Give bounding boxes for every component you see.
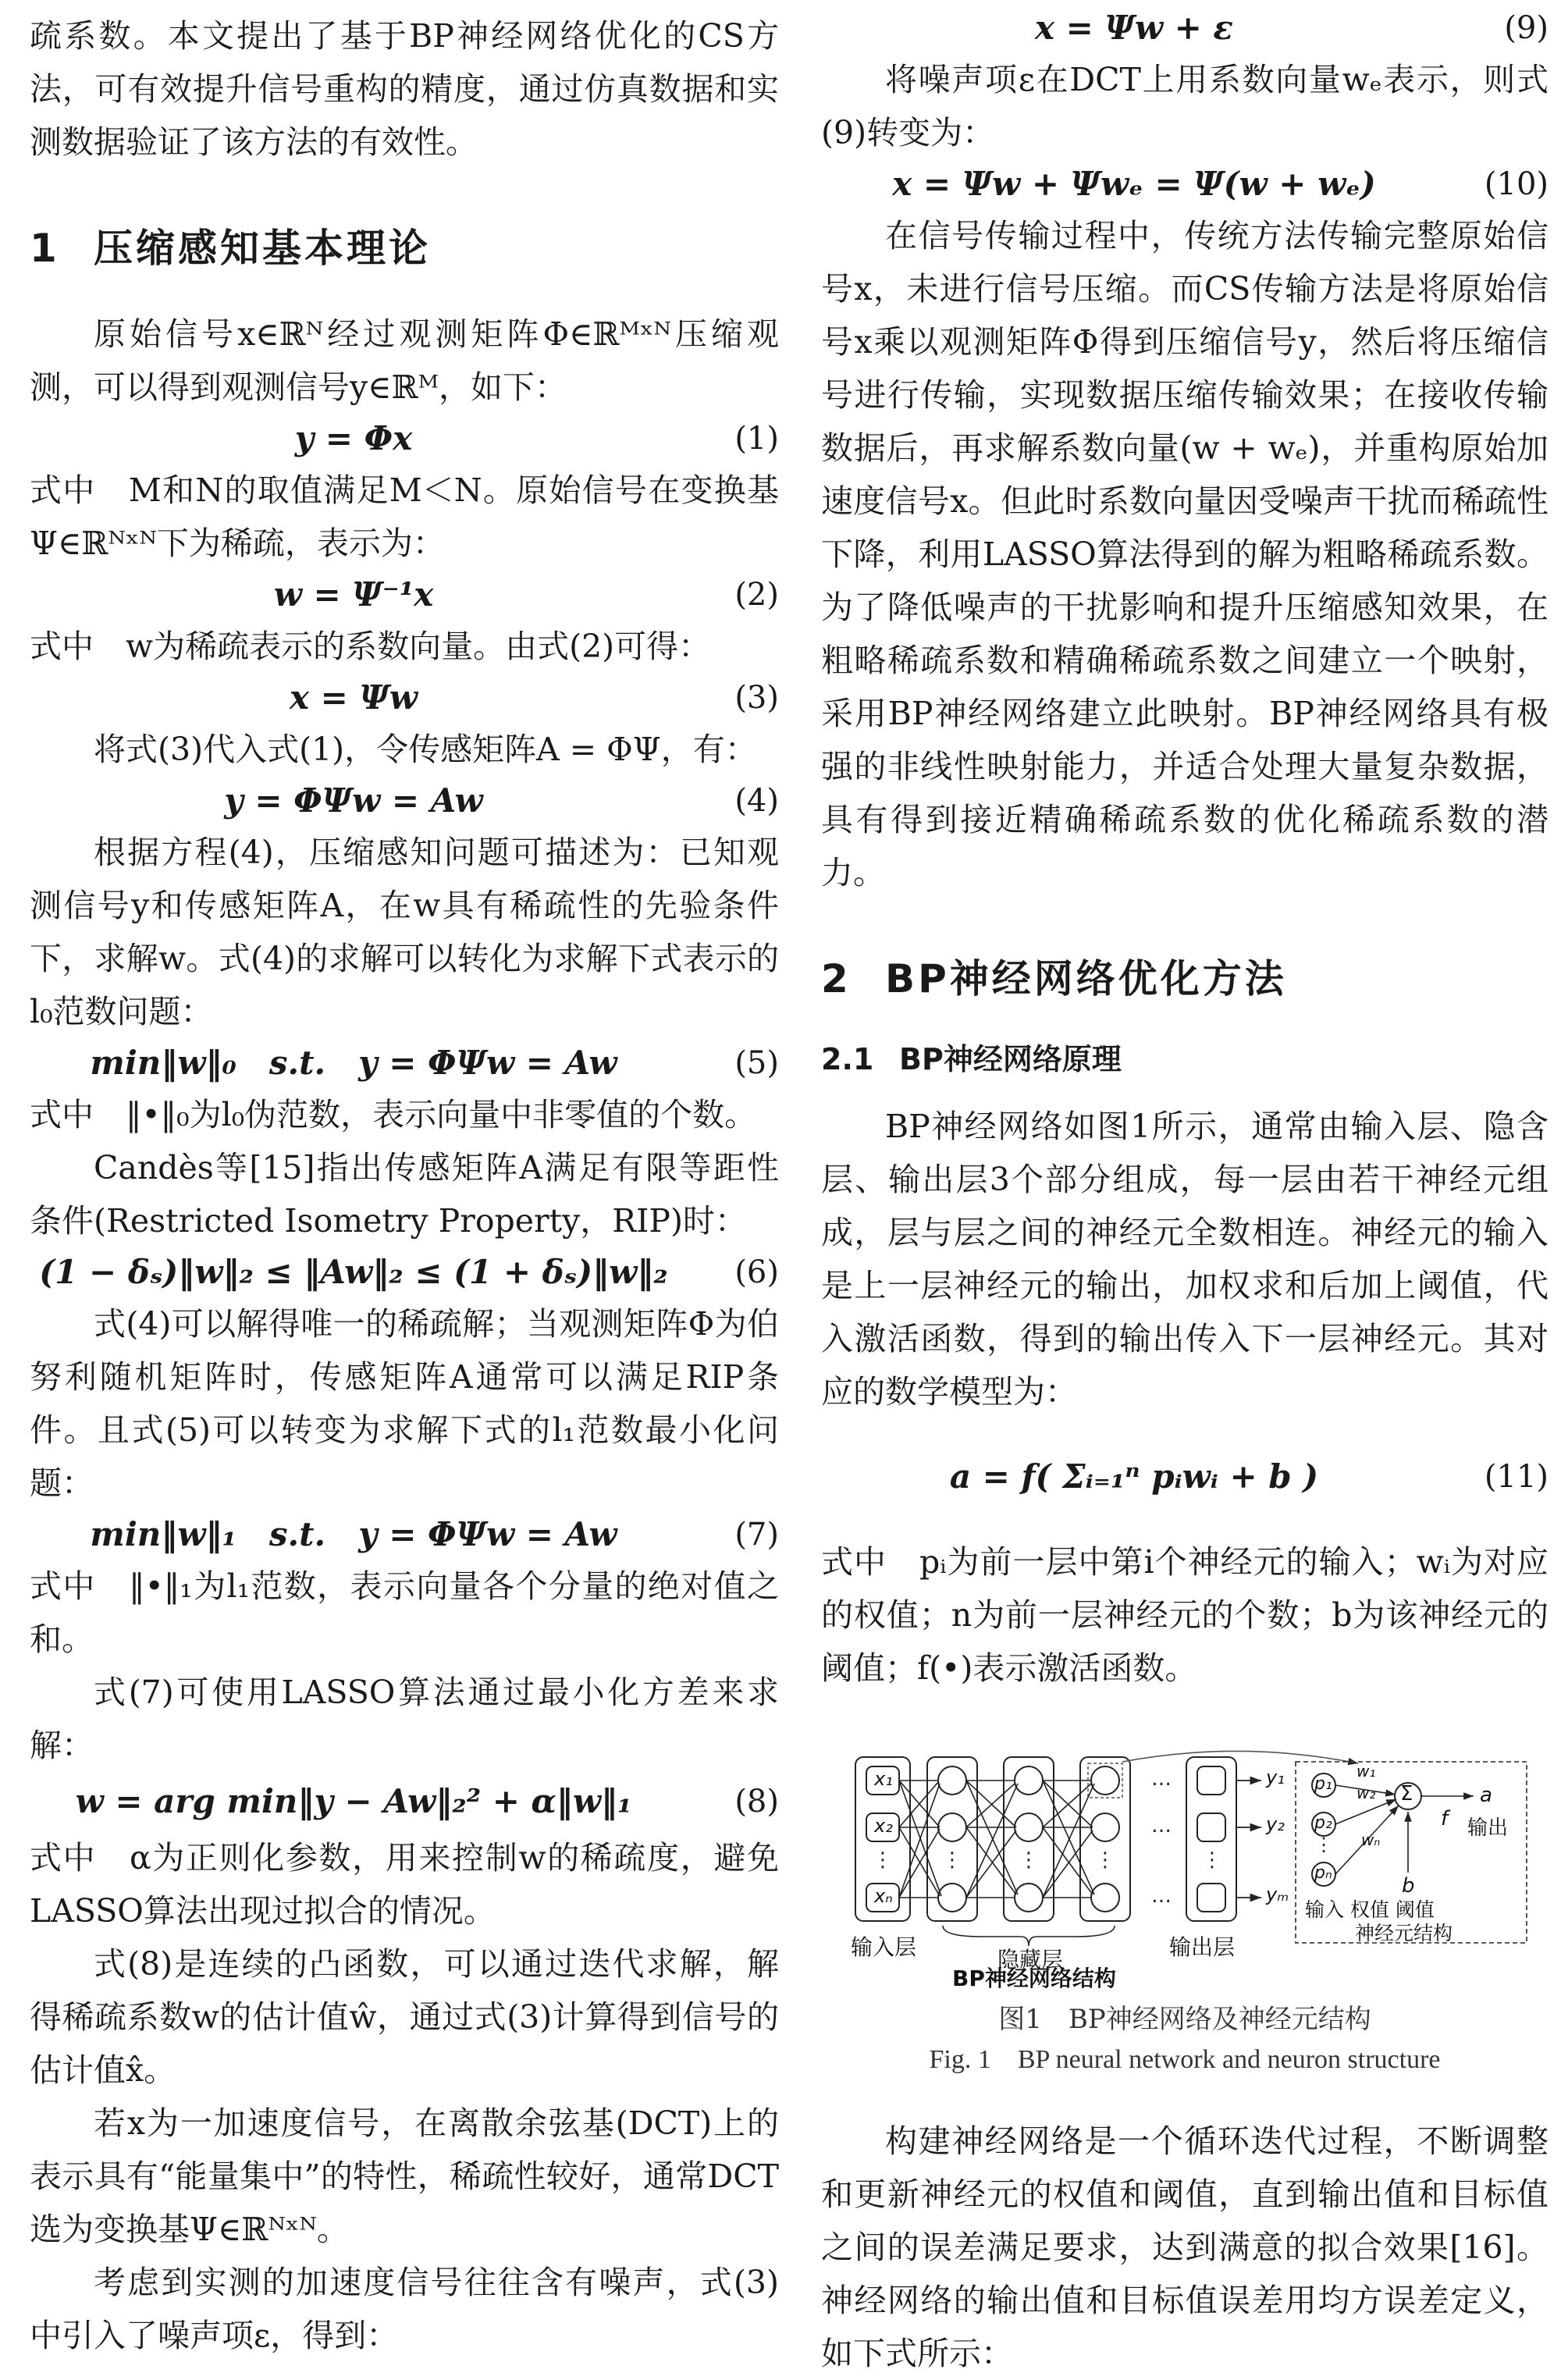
fig-f: f bbox=[1441, 1807, 1449, 1830]
paragraph: 原始信号x∈ℝᴺ经过观测矩阵Φ∈ℝᴹˣᴺ压缩观测，可以得到观测信号y∈ℝᴹ，如下： bbox=[30, 315, 779, 406]
fig-output-y2: y₂ bbox=[1266, 1813, 1285, 1835]
fig-hidden-layer: 隐藏层 bbox=[997, 1947, 1064, 1973]
right-column bbox=[821, 0, 1549, 2380]
fig-wn: wₙ bbox=[1361, 1830, 1381, 1849]
svg-text:⋮: ⋮ bbox=[942, 1848, 962, 1872]
equation-11: a = f( Σᵢ₌₁ⁿ pᵢwᵢ + b ) (11) bbox=[949, 1457, 1549, 1496]
figure-caption-en: Fig. 1 BP neural network and neuron structure bbox=[929, 2045, 1441, 2074]
fig-p2: p₂ bbox=[1314, 1813, 1332, 1833]
paragraph: Candès等[15]指出传感矩阵A满足有限等距性条件(Restricted Isometry Property，RIP)时： bbox=[30, 1149, 779, 1240]
paragraph: 式(8)是连续的凸函数，可以通过迭代求解，解得稀疏系数w的估计值ŵ，通过式(3)计算得到信号的估计值x̂。 bbox=[30, 1945, 779, 2089]
connections bbox=[899, 1781, 1094, 1898]
paragraph: 式中 α为正则化参数，用来控制w的稀疏度，避免LASSO算法出现过拟合的情况。 bbox=[30, 1839, 779, 1930]
equation-6: (1 − δₛ)‖w‖₂ ≤ ‖Aw‖₂ ≤ (1 + δₛ)‖w‖₂ (6) bbox=[39, 1253, 779, 1291]
fig-out-label: 输出 bbox=[1467, 1816, 1509, 1840]
svg-text:…: … bbox=[1151, 1767, 1172, 1791]
equation-9: x = Ψw + ε (9) bbox=[1035, 9, 1549, 47]
fig-output-y1: y₁ bbox=[1266, 1766, 1285, 1788]
paragraph: BP神经网络如图1所示，通常由输入层、隐含层、输出层3个部分组成，每一层由若干神经元组成，层与层之间的神经元全数相连。神经元的输入是上一层神经元的输出，加权求和后加上阈值，代入激活函数，得到的输出传入下一层神经元。其对应的数学模型为： bbox=[821, 1108, 1549, 1411]
svg-text:⋮: ⋮ bbox=[1095, 1848, 1115, 1872]
fig-output-layer: 输出层 bbox=[1169, 1934, 1236, 1960]
fig-input-layer: 输入层 bbox=[851, 1934, 917, 1960]
paragraph: 构建神经网络是一个循环迭代过程，不断调整和更新神经元的权值和阈值，直到输出值和目标值之间的误差满足要求，达到满意的拟合效果[16]。神经网络的输出值和目标值误差用均方误差定义，如下式所示： bbox=[821, 2122, 1549, 2372]
equation-8: w = arg min‖y − Aw‖₂² + α‖w‖₁ (8) bbox=[75, 1782, 779, 1820]
equation-7: min‖w‖₁ s.t. y = ΦΨw = Aw (7) bbox=[90, 1515, 779, 1553]
paragraph: 考虑到实测的加速度信号往往含有噪声，式(3)中引入了噪声项ε，得到： bbox=[30, 2264, 779, 2354]
paragraph: 根据方程(4)，压缩感知问题可描述为：已知观测信号y和传感矩阵A，在w具有稀疏性的先验条件下，求解w。式(4)的求解可以转化为求解下式表示的l₀范数问题： bbox=[30, 834, 779, 1030]
equation-10: x = Ψw + Ψwₑ = Ψ(w + wₑ) (10) bbox=[892, 165, 1549, 203]
paragraph: 在信号传输过程中，传统方法传输完整原始信号x，未进行信号压缩。而CS传输方法是将原始信号x乘以观测矩阵Φ得到压缩信号y，然后将压缩信号进行传输，实现数据压缩传输效果；在接收传输数据后，再求解系数向量(w + wₑ)，并重构原始加速度信号x。但此时系数向量因受噪声干扰而稀疏性下降，利用LASSO算法得到的解为粗略稀疏系数。为了降低噪声的干扰影响和提升压缩感知效果，在粗略稀疏系数和精确稀疏系数之间建立一个映射，采用BP神经网络建立此映射。BP神经网络具有极强的非线性映射能力，并适合处理大量复杂数据，具有得到接近精确稀疏系数的优化稀疏系数的潜力。 bbox=[821, 217, 1549, 891]
paragraph: 式中 w为稀疏表示的系数向量。由式(2)可得： bbox=[30, 628, 711, 665]
fig-neuron-labels: 输入 权值 阈值 bbox=[1305, 1898, 1435, 1921]
fig-node-x1: x₁ bbox=[874, 1768, 893, 1790]
fig-p1: p₁ bbox=[1314, 1774, 1332, 1794]
svg-text:⋮: ⋮ bbox=[1019, 1848, 1039, 1872]
fig-w1: w₁ bbox=[1357, 1762, 1376, 1781]
section-heading-1: 1 压缩感知基本理论 bbox=[30, 226, 431, 271]
svg-text:⋮: ⋮ bbox=[1314, 1834, 1333, 1855]
subsection-heading-2-1: 2.1 BP神经网络原理 bbox=[821, 1042, 1122, 1076]
equation-2: w = Ψ⁻¹x (2) bbox=[273, 575, 779, 614]
equation-4: y = ΦΨw = Aw (4) bbox=[224, 781, 779, 820]
equation-1: y = Φx (1) bbox=[294, 419, 779, 457]
fig-node-x2: x₂ bbox=[874, 1815, 893, 1837]
fig-w2: w₂ bbox=[1357, 1784, 1376, 1802]
paragraph: 式(7)可使用LASSO算法通过最小化方差来求解： bbox=[30, 1674, 779, 1764]
fig-output-ym: yₘ bbox=[1266, 1884, 1289, 1905]
svg-text:…: … bbox=[1151, 1884, 1172, 1908]
equation-5: min‖w‖₀ s.t. y = ΦΨw = Aw (5) bbox=[90, 1044, 779, 1082]
paragraph: 式中 M和N的取值满足M＜N。原始信号在变换基Ψ∈ℝᴺˣᴺ下为稀疏，表示为： bbox=[30, 471, 779, 562]
figure-bp-network bbox=[834, 1749, 1536, 1973]
figure-caption-cn: 图1 BP神经网络及神经元结构 bbox=[998, 2004, 1371, 2035]
fig-network-name: BP神经网络结构 bbox=[952, 1966, 1116, 1991]
paragraph: 式(4)可以解得唯一的稀疏解；当观测矩阵Φ为伯努利随机矩阵时，传感矩阵A通常可以满足RIP条件。且式(5)可以转变为求解下式的l₁范数最小化问题： bbox=[30, 1305, 779, 1502]
paragraph: 疏系数。本文提出了基于BP神经网络优化的CS方法，可有效提升信号重构的精度，通过仿真数据和实测数据验证了该方法的有效性。 bbox=[30, 17, 779, 161]
svg-text:⋮: ⋮ bbox=[873, 1848, 893, 1872]
fig-a: a bbox=[1480, 1784, 1492, 1807]
svg-text:…: … bbox=[1151, 1814, 1172, 1837]
left-column bbox=[30, 0, 779, 2362]
paragraph: 式中 ‖•‖₁为l₁范数，表示向量各个分量的绝对值之和。 bbox=[30, 1567, 779, 1658]
paragraph: 将式(3)代入式(1)，令传感矩阵A = ΦΨ，有： bbox=[94, 731, 757, 768]
svg-text:⋮: ⋮ bbox=[1202, 1848, 1222, 1872]
fig-neuron-structure: 神经元结构 bbox=[1355, 1922, 1453, 1944]
paragraph: 式中 pᵢ为前一层中第i个神经元的输入；wᵢ为对应的权值；n为前一层神经元的个数；b为该神经元的阈值；f(•)表示激活函数。 bbox=[821, 1543, 1549, 1687]
paragraph: 将噪声项ε在DCT上用系数向量wₑ表示，则式(9)转变为： bbox=[821, 61, 1549, 151]
section-heading-2: 2 BP神经网络优化方法 bbox=[821, 956, 1287, 1001]
fig-pn: pₙ bbox=[1314, 1863, 1332, 1883]
paragraph: 式中 ‖•‖₀为l₀伪范数，表示向量中非零值的个数。 bbox=[30, 1096, 757, 1133]
paragraph: 若x为一加速度信号，在离散余弦基(DCT)上的表示具有“能量集中”的特性，稀疏性较好，通常DCT选为变换基Ψ∈ℝᴺˣᴺ。 bbox=[30, 2104, 779, 2248]
fig-sigma: Σ bbox=[1400, 1782, 1413, 1805]
fig-node-xn: xₙ bbox=[874, 1885, 893, 1907]
equation-3: x = Ψw (3) bbox=[290, 678, 779, 717]
fig-b: b bbox=[1402, 1874, 1415, 1898]
